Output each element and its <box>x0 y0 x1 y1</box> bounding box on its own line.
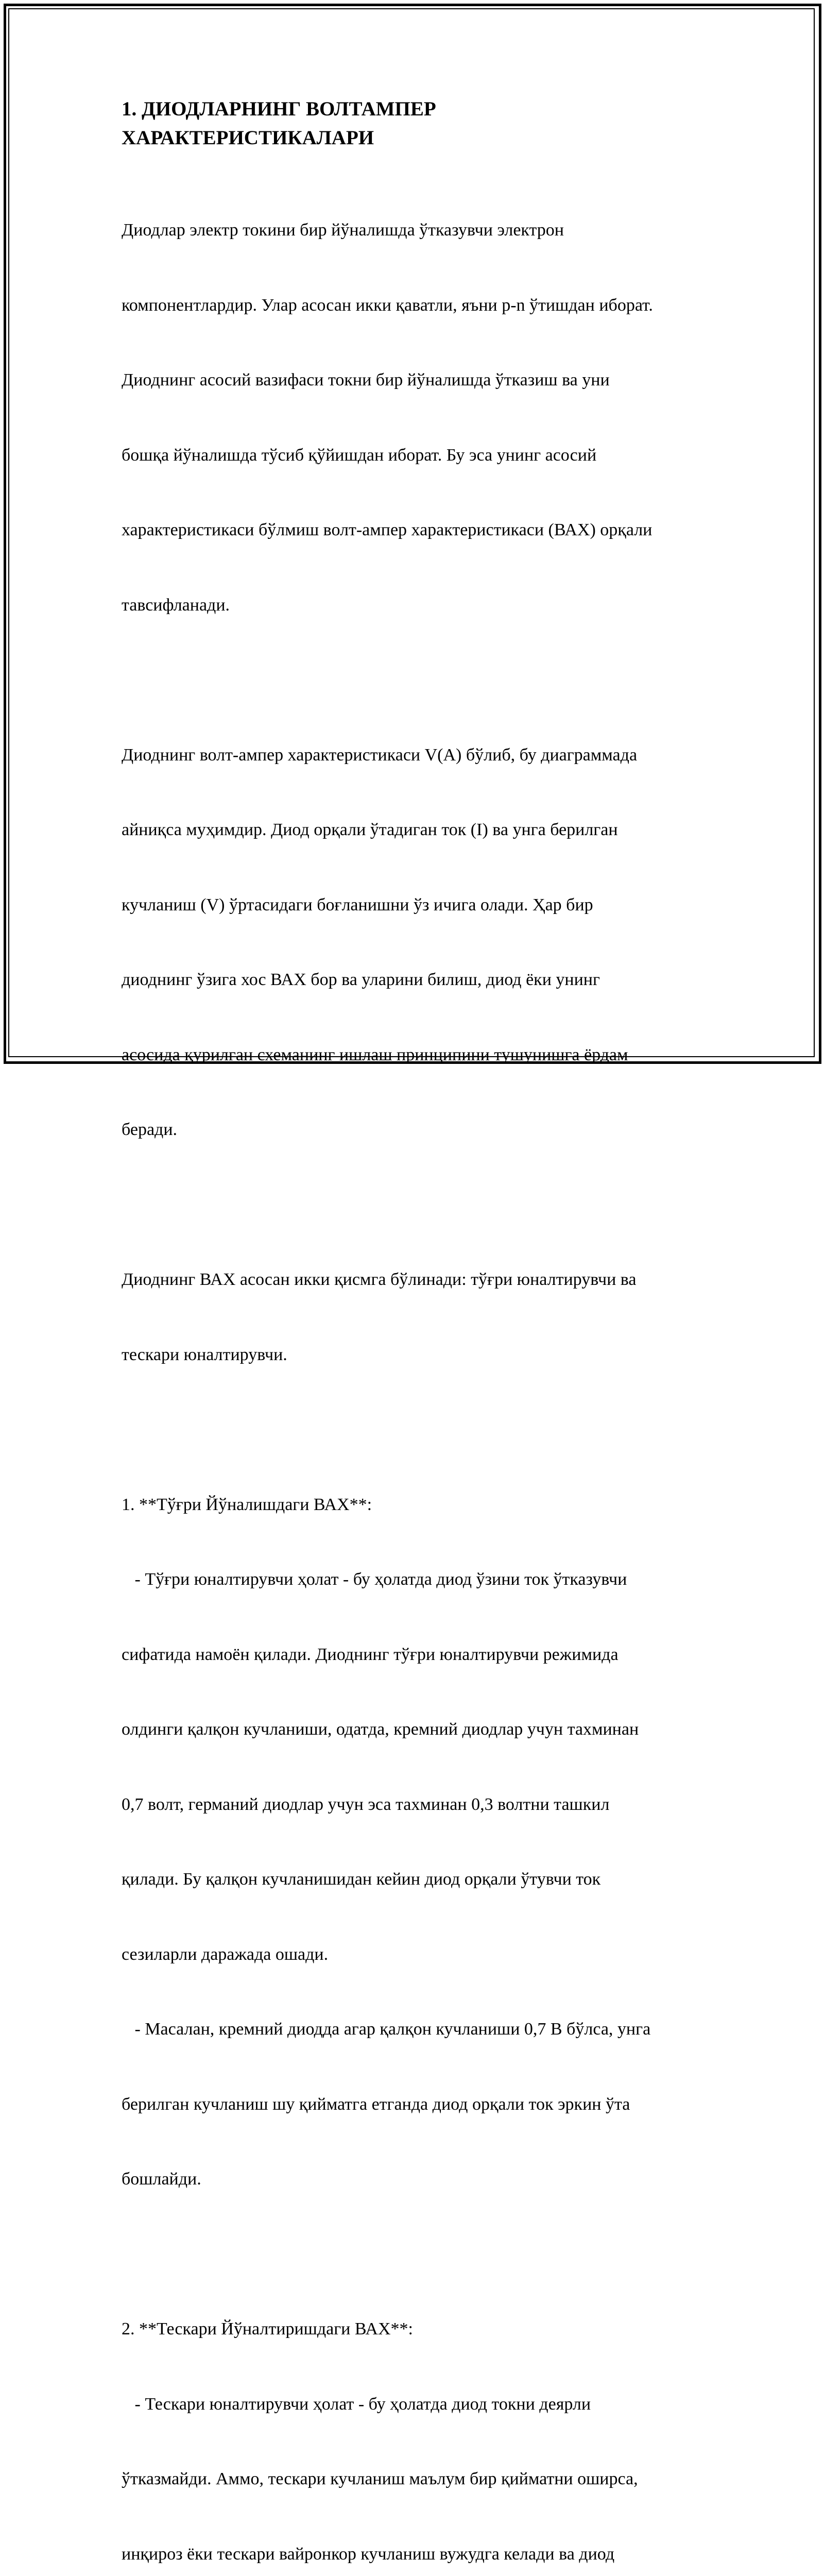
text-line: Диодлар электр токини бир йўналишда ўтказувчи электрон <box>122 221 564 240</box>
paragraph-vax-parts <box>122 1217 709 1417</box>
text-line: 0,7 волт, германий диодлар учун эса тахминан 0,3 волтни ташкил <box>122 1794 610 1814</box>
paragraph-gap <box>122 2242 709 2267</box>
text-line: олдинги қалқон кучланиши, одатда, кремний диодлар учун тахминан <box>122 1720 639 1739</box>
text-line: асосида қурилган схеманинг ишлаш принципини тушунишга ёрдам <box>122 1045 628 1064</box>
document-heading <box>122 95 709 152</box>
text-line: инқироз ёки тескари вайронкор кучланиш вужудга келади ва диод <box>122 2544 615 2564</box>
paragraph-forward-bias <box>122 1443 709 2242</box>
text-line: берилган кучланиш шу қийматга етганда диод орқали ток эркин ўта <box>122 2094 630 2114</box>
text-line: - Тескари юналтирувчи ҳолат - бу ҳолатда диод токни деярли <box>122 2394 591 2414</box>
text-line: тескари юналтирувчи. <box>122 1345 287 1364</box>
text-line: тавсифланади. <box>122 595 230 615</box>
text-line: 1. **Тўғри Йўналишдаги ВАХ**: <box>122 1495 372 1514</box>
text-line: ўтказмайди. Аммо, тескари кучланиш маълум бир қийматни оширса, <box>122 2469 638 2488</box>
paragraph-gap <box>122 668 709 693</box>
paragraph-intro <box>122 168 709 668</box>
paragraph-vax-definition <box>122 693 709 1193</box>
text-line: кучланиш (V) ўртасидаги боғланишни ўз ичига олади. Ҳар бир <box>122 895 593 914</box>
text-line: диоднинг ўзига хос ВАХ бор ва уларини билиш, диод ёки унинг <box>122 970 600 989</box>
text-line: - Масалан, кремний диодда агар қалқон кучланиши 0,7 В бўлса, унга <box>122 2020 651 2039</box>
paragraph-gap <box>122 1193 709 1218</box>
text-line: беради. <box>122 1120 178 1139</box>
text-line: қилади. Бу қалқон кучланишидан кейин диод орқали ўтувчи ток <box>122 1870 601 1889</box>
text-line: компонентлардир. Улар асосан икки қаватли, яъни p-n ўтишдан иборат. <box>122 295 653 315</box>
document-body <box>122 95 709 2576</box>
text-line: бошлайди. <box>122 2170 201 2189</box>
heading-line: 1. ДИОДЛАРНИНГ ВОЛТАМПЕР <box>122 98 436 120</box>
text-line: 2. **Тескари Йўналтиришдаги ВАХ**: <box>122 2319 413 2338</box>
heading-line: ХАРАКТЕРИСТИКАЛАРИ <box>122 127 374 149</box>
paragraph-reverse-bias <box>122 2267 709 2576</box>
text-line: Диоднинг асосий вазифаси токни бир йўналишда ўтказиш ва уни <box>122 370 610 389</box>
text-line: сифатида намоён қилади. Диоднинг тўғри юналтирувчи режимида <box>122 1645 619 1664</box>
text-line: Диоднинг ВАХ асосан икки қисмга бўлинади: тўғри юналтирувчи ва <box>122 1270 637 1289</box>
text-line: Диоднинг волт-ампер характеристикаси V(A) бўлиб, бу диаграммада <box>122 745 638 765</box>
text-line: - Тўғри юналтирувчи ҳолат - бу ҳолатда диод ўзини ток ўтказувчи <box>122 1570 627 1589</box>
text-line: бошқа йўналишда тўсиб қўйишдан иборат. Бу эса унинг асосий <box>122 445 597 465</box>
text-line: айниқса муҳимдир. Диод орқали ўтадиган ток (I) ва унга берилган <box>122 820 618 839</box>
text-line: характеристикаси бўлмиш волт-ампер характеристикаси (ВАХ) орқали <box>122 520 653 539</box>
text-line: сезиларли даражада ошади. <box>122 1944 329 1964</box>
paragraph-gap <box>122 1417 709 1443</box>
